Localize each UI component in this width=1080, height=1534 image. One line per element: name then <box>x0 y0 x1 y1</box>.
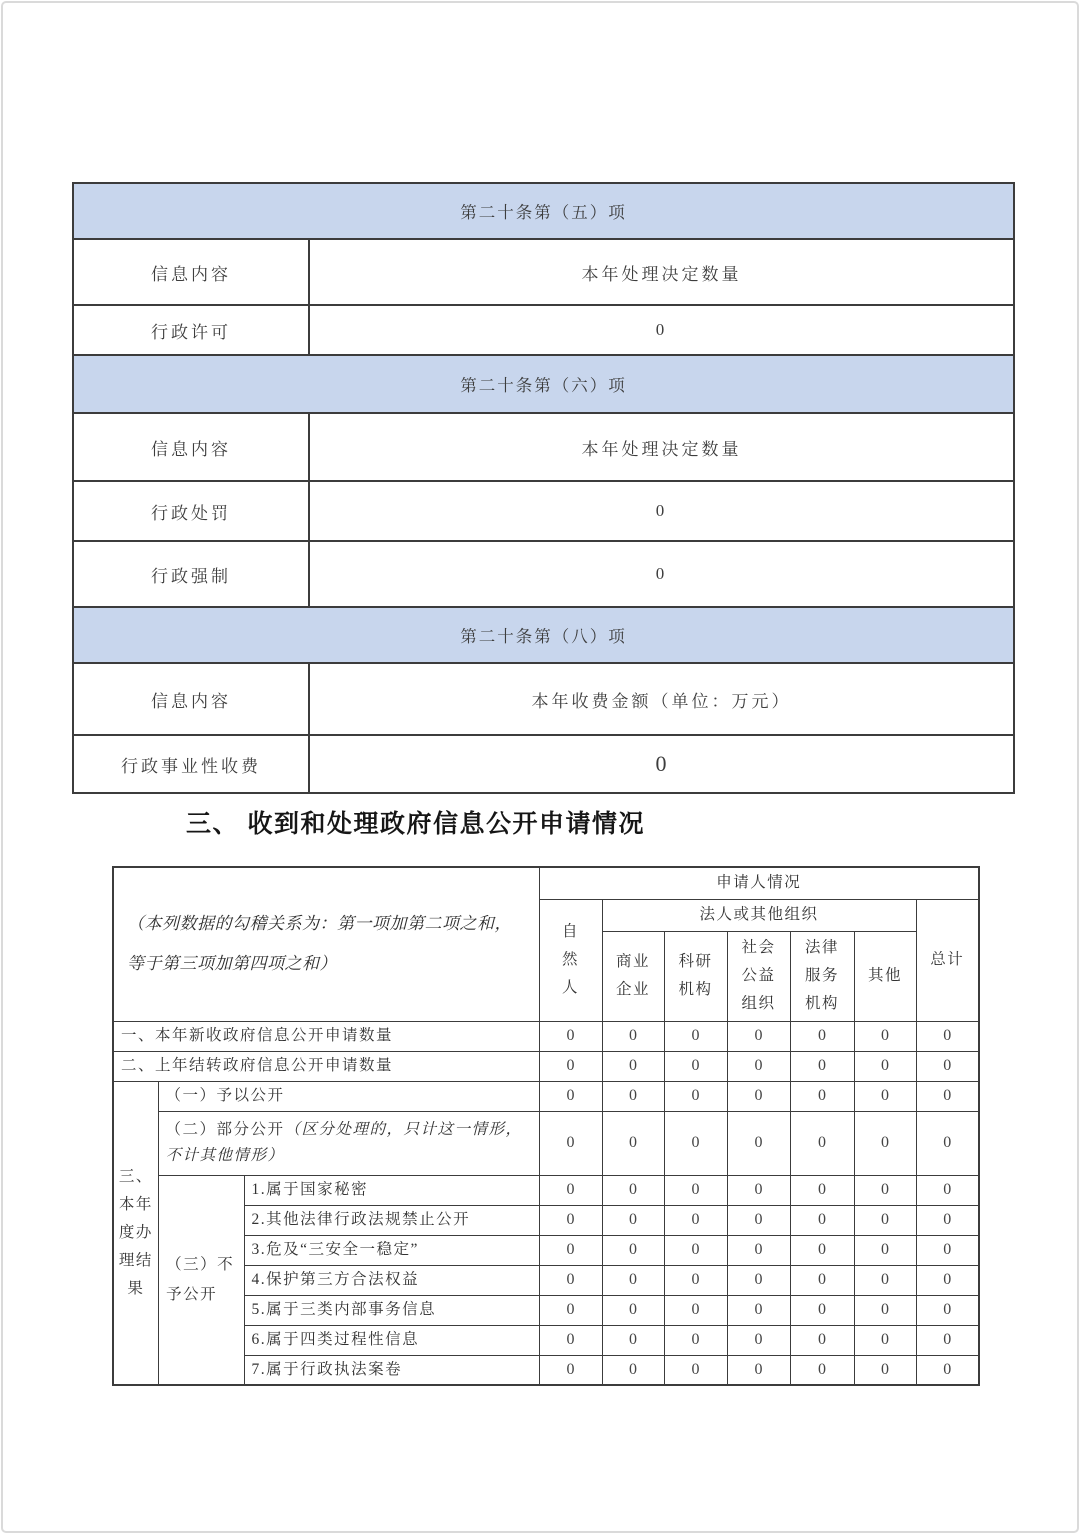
section-header-row <box>73 607 1014 663</box>
value-cell: 0 <box>916 1081 979 1111</box>
column-header-text: 其他 <box>867 967 902 984</box>
table-row <box>113 1021 979 1051</box>
value-cell: 0 <box>790 1295 854 1325</box>
value-cell: 0 <box>916 1111 979 1175</box>
value-cell: 0 <box>664 1111 727 1175</box>
value-cell: 0 <box>790 1355 854 1385</box>
value-cell: 0 <box>602 1111 664 1175</box>
value-cell: 0 <box>854 1205 916 1235</box>
value-cell: 0 <box>539 1021 602 1051</box>
row-label-note: （区分处理的，只计这一情形，不计其他情形） <box>165 1121 523 1164</box>
value-cell: 0 <box>854 1325 916 1355</box>
value-cell: 0 <box>854 1051 916 1081</box>
value-cell: 0 <box>790 1325 854 1355</box>
group-label-annual-results <box>113 1081 158 1385</box>
value-cell: 0 <box>602 1021 664 1051</box>
table-row <box>113 1051 979 1081</box>
applications-table <box>112 866 980 1386</box>
value-cell: 0 <box>790 1265 854 1295</box>
value-cell: 0 <box>664 1355 727 1385</box>
value-cell: 0 <box>916 1021 979 1051</box>
column-header-research <box>664 931 727 1021</box>
row-label: 信息内容 <box>73 663 309 735</box>
value-cell: 0 <box>539 1325 602 1355</box>
value-cell: 0 <box>727 1265 790 1295</box>
row-label: 5.属于三类内部事务信息 <box>244 1295 539 1325</box>
value-cell: 0 <box>539 1295 602 1325</box>
column-header-natural-person <box>539 899 602 1021</box>
group-label-text: 三、本年度办理结果 <box>118 1167 153 1297</box>
value-cell: 0 <box>790 1235 854 1265</box>
value-cell: 0 <box>539 1355 602 1385</box>
value-cell: 0 <box>664 1051 727 1081</box>
value-cell: 0 <box>602 1355 664 1385</box>
row-value: 0 <box>309 305 1014 355</box>
row-value: 本年处理决定数量 <box>309 239 1014 305</box>
row-value: 0 <box>309 735 1014 793</box>
value-cell: 0 <box>602 1081 664 1111</box>
table-row <box>113 1175 979 1205</box>
value-cell: 0 <box>854 1175 916 1205</box>
value-cell: 0 <box>602 1235 664 1265</box>
applicant-header-row <box>113 867 979 899</box>
applicant-header: 申请人情况 <box>539 867 979 899</box>
row-label: 7.属于行政执法案卷 <box>244 1355 539 1385</box>
table-row <box>113 1081 979 1111</box>
value-cell: 0 <box>727 1021 790 1051</box>
section-header-item6: 第二十条第（六）项 <box>73 355 1014 413</box>
table-row <box>113 1111 979 1175</box>
section-header-item5: 第二十条第（五）项 <box>73 183 1014 239</box>
row-label: 二、上年结转政府信息公开申请数量 <box>113 1051 539 1081</box>
row-value: 本年处理决定数量 <box>309 413 1014 481</box>
row-label: （一）予以公开 <box>158 1081 539 1111</box>
group-label-refusal <box>158 1175 244 1385</box>
column-header-text: 法律服务机构 <box>804 939 839 1012</box>
row-label: 信息内容 <box>73 413 309 481</box>
value-cell: 0 <box>664 1325 727 1355</box>
value-cell: 0 <box>854 1355 916 1385</box>
row-label: 行政强制 <box>73 541 309 607</box>
value-cell: 0 <box>664 1265 727 1295</box>
column-header-other <box>854 931 916 1021</box>
value-cell: 0 <box>539 1205 602 1235</box>
value-cell: 0 <box>916 1265 979 1295</box>
row-label: 行政处罚 <box>73 481 309 541</box>
column-header-commercial <box>602 931 664 1021</box>
group-label-text: （三）不予公开 <box>166 1255 235 1303</box>
value-cell: 0 <box>602 1205 664 1235</box>
value-cell: 0 <box>790 1081 854 1111</box>
table-row <box>73 413 1014 481</box>
value-cell: 0 <box>727 1111 790 1175</box>
row-value: 0 <box>309 481 1014 541</box>
row-label: 4.保护第三方合法权益 <box>244 1265 539 1295</box>
value-cell: 0 <box>854 1081 916 1111</box>
value-cell: 0 <box>602 1175 664 1205</box>
column-header-text: 商业企业 <box>615 953 650 998</box>
value-cell: 0 <box>916 1325 979 1355</box>
row-label: 一、本年新收政府信息公开申请数量 <box>113 1021 539 1051</box>
value-cell: 0 <box>790 1175 854 1205</box>
value-cell: 0 <box>790 1111 854 1175</box>
table-row <box>73 239 1014 305</box>
column-header-text: 自然人 <box>561 923 579 996</box>
value-cell: 0 <box>727 1295 790 1325</box>
row-label <box>158 1111 539 1175</box>
page-title-section3: 三、 收到和处理政府信息公开申请情况 <box>186 810 645 838</box>
value-cell: 0 <box>916 1205 979 1235</box>
row-value: 0 <box>309 541 1014 607</box>
section-header-row <box>73 183 1014 239</box>
value-cell: 0 <box>854 1295 916 1325</box>
value-cell: 0 <box>727 1325 790 1355</box>
row-label: 信息内容 <box>73 239 309 305</box>
table-row <box>73 735 1014 793</box>
column-header-legal-org: 法人或其他组织 <box>602 899 916 931</box>
value-cell: 0 <box>539 1265 602 1295</box>
value-cell: 0 <box>664 1295 727 1325</box>
value-cell: 0 <box>664 1235 727 1265</box>
value-cell: 0 <box>854 1021 916 1051</box>
value-cell: 0 <box>916 1051 979 1081</box>
value-cell: 0 <box>727 1355 790 1385</box>
value-cell: 0 <box>790 1021 854 1051</box>
row-label: 2.其他法律行政法规禁止公开 <box>244 1205 539 1235</box>
row-label: 6.属于四类过程性信息 <box>244 1325 539 1355</box>
value-cell: 0 <box>602 1295 664 1325</box>
value-cell: 0 <box>790 1205 854 1235</box>
value-cell: 0 <box>664 1021 727 1051</box>
column-header-social-welfare <box>727 931 790 1021</box>
value-cell: 0 <box>539 1175 602 1205</box>
reconciliation-note: （本列数据的勾稽关系为：第一项加第二项之和，等于第三项加第四项之和） <box>113 867 539 1021</box>
row-label: 1.属于国家秘密 <box>244 1175 539 1205</box>
table-row <box>73 481 1014 541</box>
row-label-text: （二）部分公开 <box>165 1121 285 1138</box>
row-value: 本年收费金额（单位：万元） <box>309 663 1014 735</box>
value-cell: 0 <box>916 1295 979 1325</box>
value-cell: 0 <box>916 1175 979 1205</box>
table-row <box>73 541 1014 607</box>
column-header-text: 科研机构 <box>678 953 713 998</box>
value-cell: 0 <box>790 1051 854 1081</box>
value-cell: 0 <box>602 1051 664 1081</box>
value-cell: 0 <box>539 1051 602 1081</box>
value-cell: 0 <box>854 1265 916 1295</box>
value-cell: 0 <box>727 1081 790 1111</box>
value-cell: 0 <box>854 1111 916 1175</box>
column-header-legal-service <box>790 931 854 1021</box>
table-row <box>73 305 1014 355</box>
value-cell: 0 <box>727 1051 790 1081</box>
value-cell: 0 <box>727 1205 790 1235</box>
value-cell: 0 <box>727 1175 790 1205</box>
value-cell: 0 <box>916 1235 979 1265</box>
value-cell: 0 <box>854 1235 916 1265</box>
row-label: 3.危及“三安全一稳定” <box>244 1235 539 1265</box>
value-cell: 0 <box>539 1111 602 1175</box>
table-row <box>73 663 1014 735</box>
value-cell: 0 <box>664 1175 727 1205</box>
value-cell: 0 <box>539 1235 602 1265</box>
value-cell: 0 <box>727 1235 790 1265</box>
value-cell: 0 <box>602 1265 664 1295</box>
row-label: 行政事业性收费 <box>73 735 309 793</box>
value-cell: 0 <box>664 1205 727 1235</box>
column-header-total: 总计 <box>916 899 979 1021</box>
section-header-row <box>73 355 1014 413</box>
row-label: 行政许可 <box>73 305 309 355</box>
value-cell: 0 <box>602 1325 664 1355</box>
section-header-item8: 第二十条第（八）项 <box>73 607 1014 663</box>
column-header-text: 社会公益组织 <box>741 939 776 1012</box>
value-cell: 0 <box>539 1081 602 1111</box>
article20-table <box>72 182 1015 794</box>
value-cell: 0 <box>664 1081 727 1111</box>
value-cell: 0 <box>916 1355 979 1385</box>
